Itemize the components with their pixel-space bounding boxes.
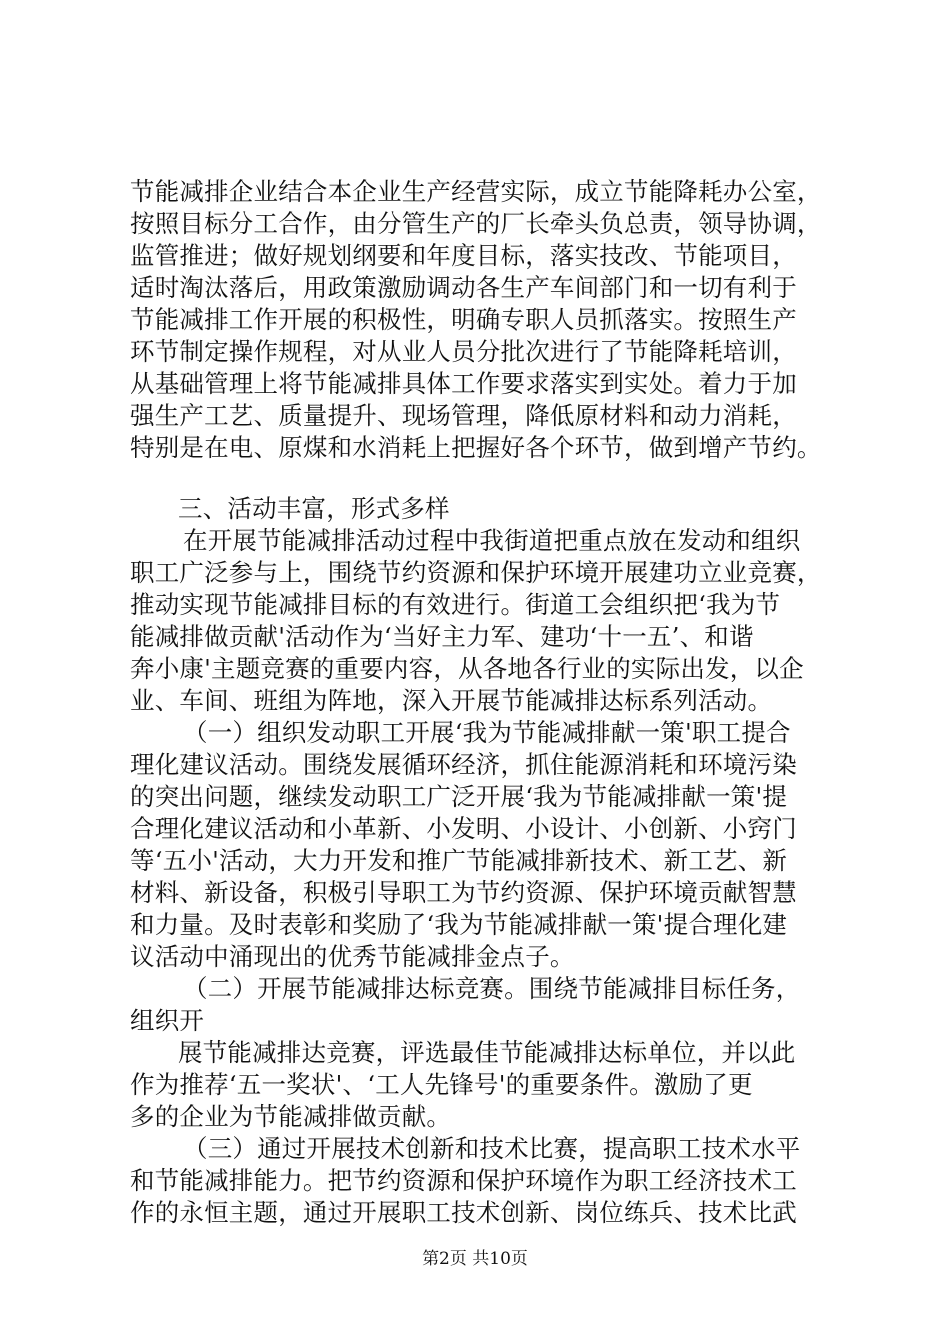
paragraph-line: 业、车间、班组为阵地，深入开展节能减排达标系列活动。 [130, 686, 773, 715]
paragraph-line: 多的企业为节能减排做贡献。 [130, 1102, 452, 1131]
paragraph-line: 节能减排企业结合本企业生产经营实际，成立节能降耗办公室， [130, 177, 822, 206]
paragraph-line: （二）开展节能减排达标竞赛。围绕节能减排目标任务， [183, 974, 801, 1003]
paragraph-line: 展节能减排达竞赛，评选最佳节能减排达标单位，并以此 [178, 1038, 796, 1067]
paragraph-line: 推动实现节能减排目标的有效进行。街道工会组织把‘我为节 [130, 590, 781, 619]
paragraph-energy-saving-measures [130, 176, 850, 464]
document-body [130, 176, 850, 1229]
paragraph-line: 特别是在电、原煤和水消耗上把握好各个环节，做到增产节约。 [130, 433, 822, 462]
paragraph-item-one [130, 717, 850, 973]
paragraph-line: （三）通过开展技术创新和技术比赛，提高职工技术水平 [183, 1134, 801, 1163]
paragraph-line: 作的永恒主题，通过开展职工技术创新、岗位练兵、技术比武 [130, 1198, 797, 1227]
paragraph-line: 和节能减排能力。把节约资源和保护环境作为职工经济技术工 [130, 1166, 797, 1195]
paragraph-line: 议活动中涌现出的优秀节能减排金点子。 [130, 942, 575, 971]
paragraph-line: 合理化建议活动和小革新、小发明、小设计、小创新、小窍门 [130, 814, 797, 843]
paragraph-item-three [130, 1133, 850, 1229]
paragraph-activities-intro [130, 525, 850, 717]
page-number-footer: 第2页 共10页 [422, 1249, 528, 1269]
paragraph-line: 节能减排工作开展的积极性，明确专职人员抓落实。按照生产 [130, 305, 797, 334]
section-heading: 三、活动丰富，形式多样 [178, 494, 450, 523]
paragraph-line: 从基础管理上将节能减排具体工作要求落实到实处。着力于加 [130, 369, 797, 398]
paragraph-line: 组织开 [130, 1006, 205, 1035]
paragraph-line: 的突出问题，继续发动职工广泛开展‘我为节能减排献一策'提 [130, 782, 788, 811]
paragraph-line: 环节制定操作规程，对从业人员分批次进行了节能降耗培训， [130, 337, 797, 366]
paragraph-line: 理化建议活动。围绕发展循环经济，抓住能源消耗和环境污染 [130, 750, 797, 779]
paragraph-line: 职工广泛参与上，围绕节约资源和保护环境开展建功立业竞赛， [130, 558, 822, 587]
paragraph-line: 材料、新设备，积极引导职工为节约资源、保护环境贡献智慧 [130, 878, 797, 907]
paragraph-line: 在开展节能减排活动过程中我街道把重点放在发动和组织 [183, 526, 801, 555]
paragraph-item-two-continued [130, 1037, 850, 1133]
paragraph-line: 等‘五小'活动，大力开发和推广节能减排新技术、新工艺、新 [130, 846, 788, 875]
paragraph-line: （一）组织发动职工开展‘我为节能减排献一策'职工提合 [183, 718, 791, 747]
paragraph-line: 作为推荐‘五一奖状'、‘工人先锋号'的重要条件。激励了更 [130, 1070, 753, 1099]
paragraph-line: 监管推进；做好规划纲要和年度目标，落实技改、节能项目， [130, 241, 797, 270]
paragraph-line: 和力量。及时表彰和奖励了‘我为节能减排献一策'提合理化建 [130, 910, 788, 939]
paragraph-line: 强生产工艺、质量提升、现场管理，降低原材料和动力消耗， [130, 401, 797, 430]
paragraph-line: 能减排做贡献'活动作为‘当好主力军、建功‘十一五’、和谐 [130, 622, 754, 651]
paragraph-item-two [130, 973, 850, 1037]
paragraph-line: 适时淘汰落后，用政策激励调动各生产车间部门和一切有利于 [130, 273, 797, 302]
paragraph-line: 奔小康'主题竞赛的重要内容，从各地各行业的实际出发，以企 [130, 654, 804, 683]
paragraph-line: 按照目标分工合作，由分管生产的厂长牵头负总责，领导协调， [130, 209, 822, 238]
